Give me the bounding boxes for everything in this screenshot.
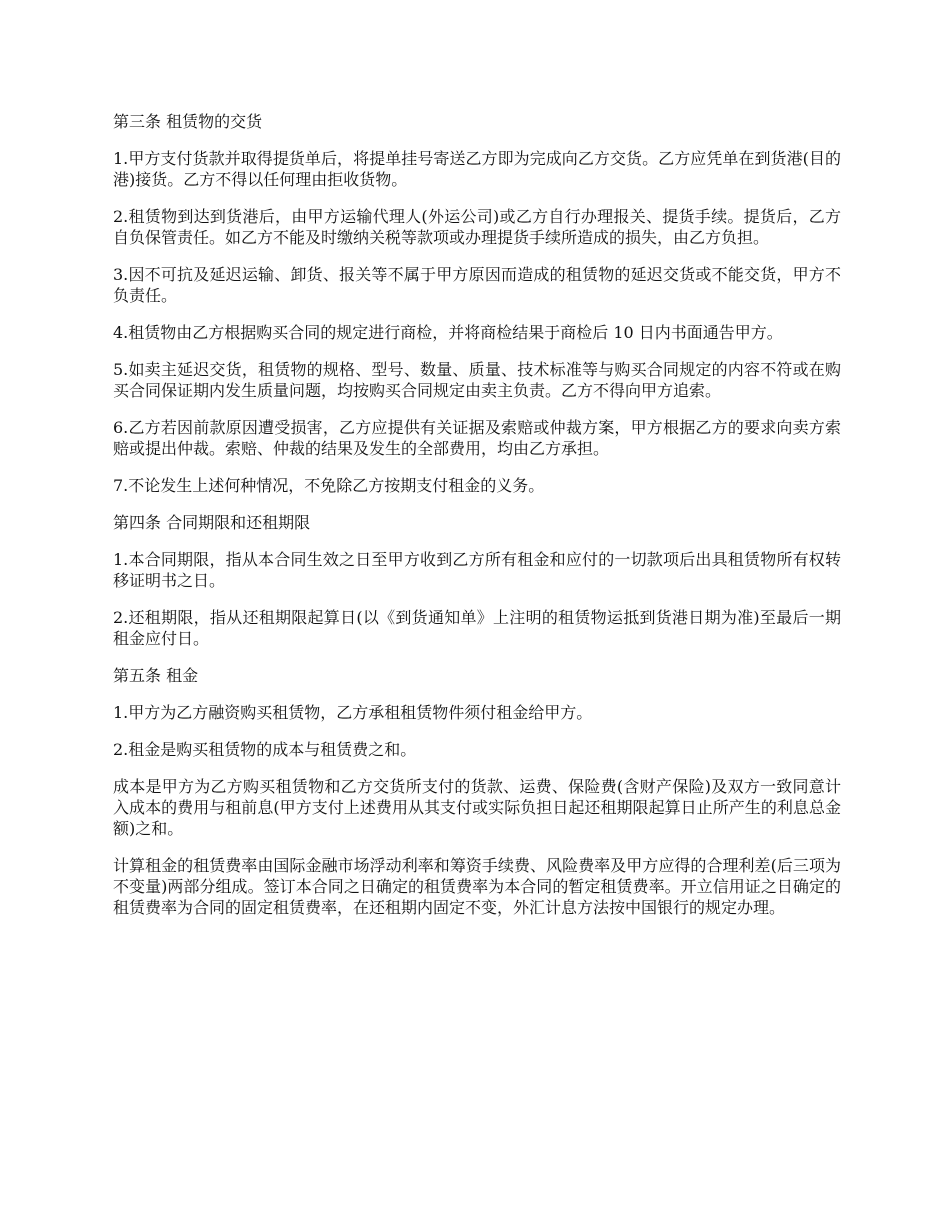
paragraph: 7.不论发生上述何种情况，不免除乙方按期支付租金的义务。 <box>113 476 545 495</box>
section-heading: 第三条 租赁物的交货 <box>113 112 263 131</box>
paragraph: 成本是甲方为乙方购买租赁物和乙方交货所支付的货款、运费、保险费(含财产保险)及双方一致同意计入成本的费用与租前息(甲方支付上述费用从其支付或实际负担日起还租期限起算日止所产生的利息总金额)之和。 <box>113 777 841 838</box>
paragraph: 3.因不可抗及延迟运输、卸货、报关等不属于甲方原因而造成的租赁物的延迟交货或不能交货，甲方不负责任。 <box>113 265 841 305</box>
section-heading: 第四条 合同期限和还租期限 <box>113 513 311 532</box>
paragraph: 2.租金是购买租赁物的成本与租赁费之和。 <box>113 740 417 759</box>
paragraph: 1.甲方为乙方融资购买租赁物，乙方承租租赁物件须付租金给甲方。 <box>113 703 593 722</box>
paragraph: 2.租赁物到达到货港后，由甲方运输代理人(外运公司)或乙方自行办理报关、提货手续。提货后，乙方自负保管责任。如乙方不能及时缴纳关税等款项或办理提货手续所造成的损失，由乙方负担。 <box>113 207 841 247</box>
paragraph: 2.还租期限，指从还租期限起算日(以《到货通知单》上注明的租赁物运抵到货港日期为准)至最后一期租金应付日。 <box>113 608 841 648</box>
paragraph: 6.乙方若因前款原因遭受损害，乙方应提供有关证据及索赔或仲裁方案，甲方根据乙方的要求向卖方索赔或提出仲裁。索赔、仲裁的结果及发生的全部费用，均由乙方承担。 <box>113 418 841 458</box>
paragraph: 5.如卖主延迟交货，租赁物的规格、型号、数量、质量、技术标准等与购买合同规定的内容不符或在购买合同保证期内发生质量问题，均按购买合同规定由卖主负责。乙方不得向甲方追索。 <box>113 360 841 400</box>
section-heading: 第五条 租金 <box>113 666 199 685</box>
paragraph: 4.租赁物由乙方根据购买合同的规定进行商检，并将商检结果于商检后 10 日内书面通告甲方。 <box>113 323 783 342</box>
document-body <box>113 111 841 934</box>
paragraph: 1.本合同期限，指从本合同生效之日至甲方收到乙方所有租金和应付的一切款项后出具租赁物所有权转移证明书之日。 <box>113 550 841 590</box>
paragraph: 1.甲方支付货款并取得提货单后，将提单挂号寄送乙方即为完成向乙方交货。乙方应凭单在到货港(目的港)接货。乙方不得以任何理由拒收货物。 <box>113 149 841 189</box>
paragraph: 计算租金的租赁费率由国际金融市场浮动利率和筹资手续费、风险费率及甲方应得的合理利差(后三项为不变量)两部分组成。签订本合同之日确定的租赁费率为本合同的暂定租赁费率。开立信用证之日确定的租赁费率为合同的固定租赁费率，在还租期内固定不变，外汇计息方法按中国银行的规定办理。 <box>113 856 841 917</box>
